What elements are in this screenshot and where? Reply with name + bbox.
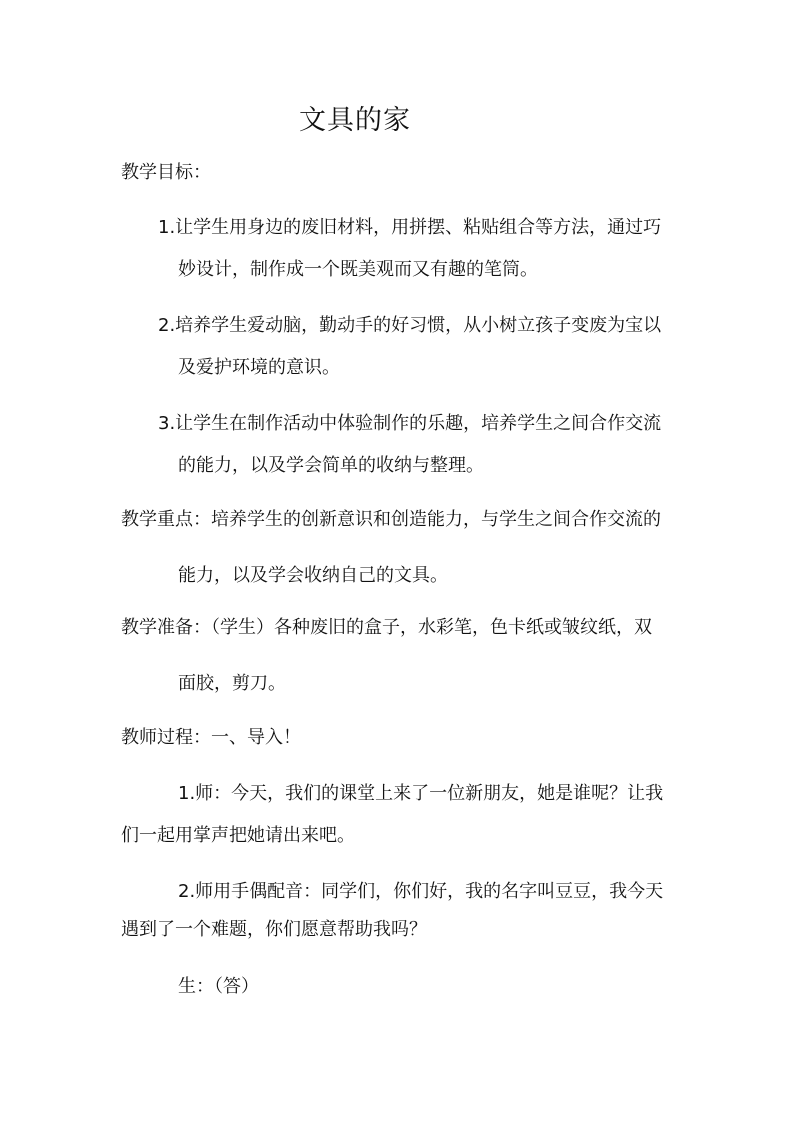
process-step-1-line-1: 1.师：今天，我们的课堂上来了一位新朋友，她是谁呢？让我	[178, 783, 664, 804]
process-step-2-line-1: 2.师用手偶配音：同学们，你们好，我的名字叫豆豆，我今天	[178, 881, 664, 902]
goal-2-line-2: 及爱护环境的意识。	[178, 357, 340, 378]
preparation-line-2: 面胶，剪刀。	[178, 673, 286, 694]
goal-3-line-2: 的能力，以及学会简单的收纳与整理。	[178, 455, 484, 476]
goal-3-line-1: 3.让学生在制作活动中体验制作的乐趣，培养学生之间合作交流	[158, 413, 662, 434]
goal-2-line-1: 2.培养学生爱动脑，勤动手的好习惯，从小树立孩子变废为宝以	[158, 315, 662, 336]
student-answer-line: 生：（答）	[178, 976, 259, 997]
process-step-1-line-2: 们一起用掌声把她请出来吧。	[121, 825, 355, 846]
goal-1-line-2: 妙设计，制作成一个既美观而又有趣的笔筒。	[178, 259, 538, 280]
preparation-line-1: 教学准备：（学生）各种废旧的盒子，水彩笔，色卡纸或皱纹纸，双	[121, 617, 652, 638]
process-step-2-line-2: 遇到了一个难题，你们愿意帮助我吗？	[121, 919, 427, 940]
teaching-process-heading: 教师过程：一、导入！	[121, 727, 301, 748]
document-title: 文具的家	[299, 105, 411, 136]
key-points-line-2: 能力，以及学会收纳自己的文具。	[178, 565, 448, 586]
goal-1-line-1: 1.让学生用身边的废旧材料，用拼摆、粘贴组合等方法，通过巧	[158, 217, 662, 238]
key-points-line-1: 教学重点：培养学生的创新意识和创造能力，与学生之间合作交流的	[121, 509, 661, 530]
section-heading-goals: 教学目标：	[121, 162, 211, 183]
